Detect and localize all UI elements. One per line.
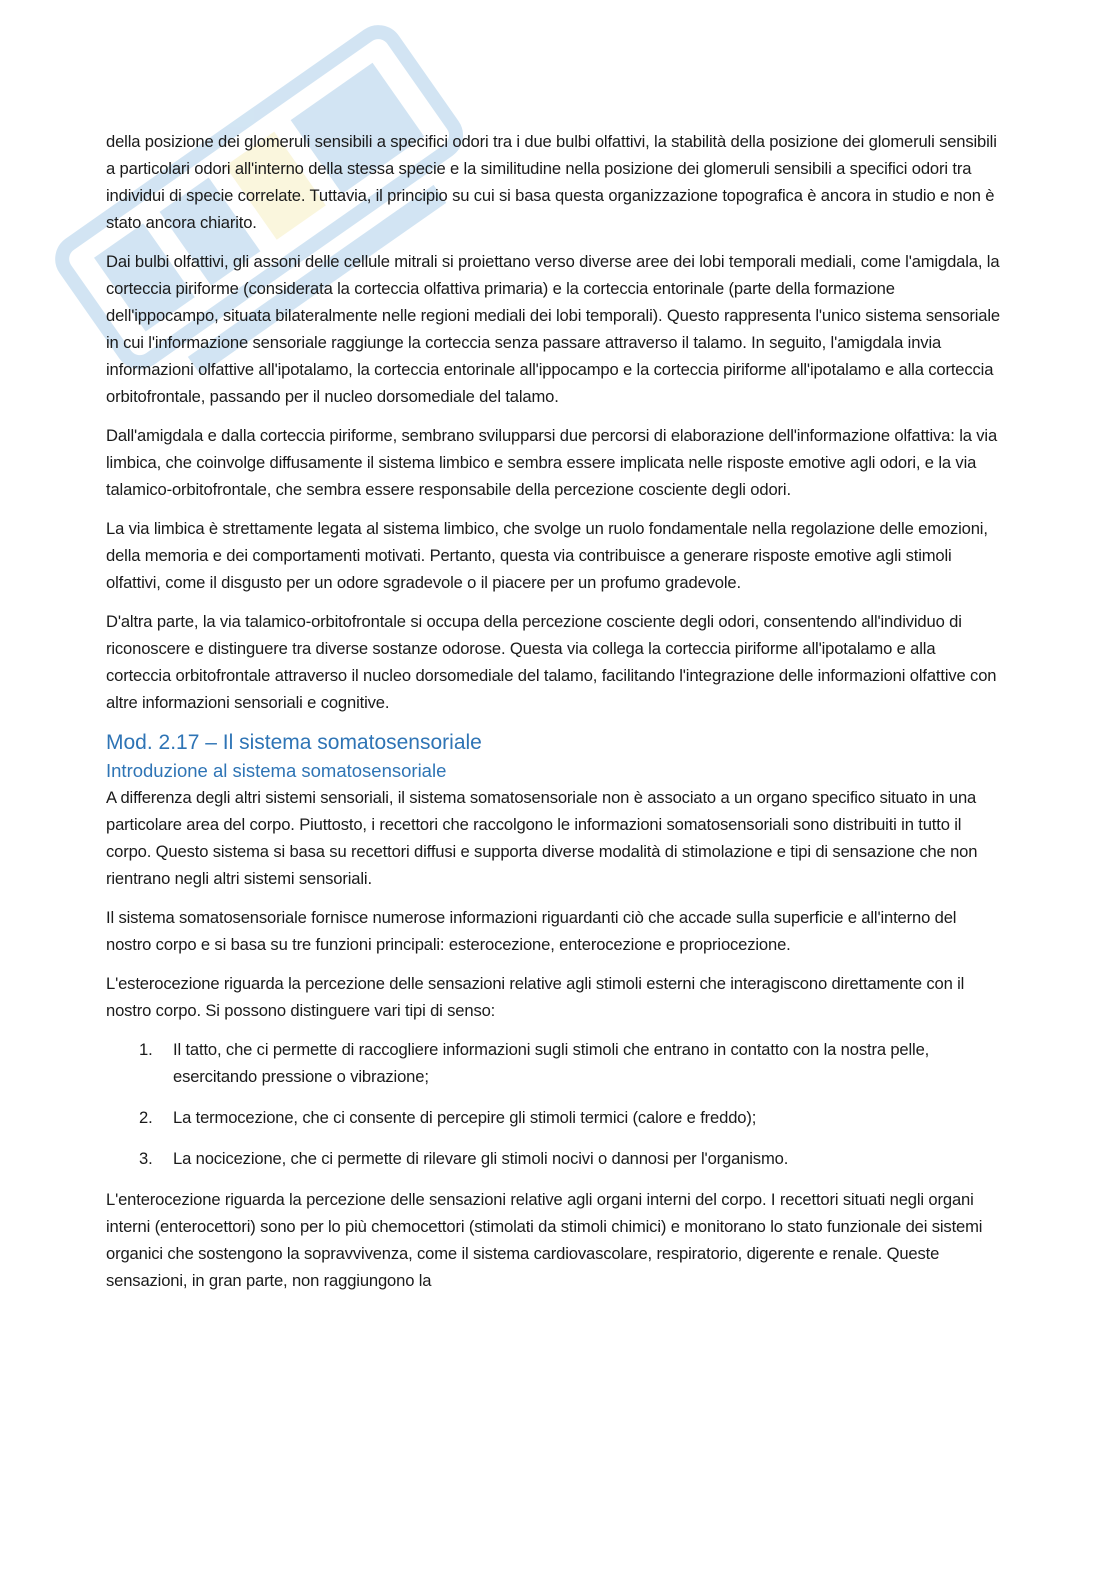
list-item-text: La nocicezione, che ci permette di rilevare gli stimoli nocivi o dannosi per l'organismo. xyxy=(173,1149,789,1168)
paragraph: L'esterocezione riguarda la percezione delle sensazioni relative agli stimoli esterni che interagiscono direttamente con il nostro corpo. Si possono distinguere vari tipi di senso: xyxy=(106,974,965,1020)
list-number: 1. xyxy=(139,1040,153,1059)
document-page xyxy=(106,128,1002,1306)
numbered-list xyxy=(106,1036,1002,1172)
section-heading: Mod. 2.17 – Il sistema somatosensoriale xyxy=(106,731,482,754)
paragraph: Dai bulbi olfattivi, gli assoni delle cellule mitrali si proiettano verso diverse aree dei lobi temporali mediali, come l'amigdala, la corteccia piriforme (considerata la corteccia olfattiva primaria) e la corteccia entorinale (parte della formazione dell'ippocampo, situata bilateralmente nelle regioni mediali dei lobi temporali). Questo rappresenta l'unico sistema sensoriale in cui l'informazione sensoriale raggiunge la corteccia senza passare attraverso il talamo. In seguito, l'amigdala invia informazioni olfattive all'ipotalamo, la corteccia entorinale all'ippocampo e la corteccia piriforme all'ipotalamo e alla corteccia orbitofrontale, passando per il nucleo dorsomediale del talamo. xyxy=(106,252,1000,406)
paragraph: L'enterocezione riguarda la percezione delle sensazioni relative agli organi interni del corpo. I recettori situati negli organi interni (enterocettori) sono per lo più chemocettori (stimolati da stimoli chimici) e monitorano lo stato funzionale dei sistemi organici che sostengono la sopravvivenza, come il sistema cardiovascolare, respiratorio, digerente e renale. Queste sensazioni, in gran parte, non raggiungono la xyxy=(106,1190,983,1290)
list-number: 2. xyxy=(139,1108,153,1127)
list-item-text: La termocezione, che ci consente di percepire gli stimoli termici (calore e freddo); xyxy=(173,1108,757,1127)
subsection-heading: Introduzione al sistema somatosensoriale xyxy=(106,760,447,781)
paragraph: della posizione dei glomeruli sensibili a specifici odori tra i due bulbi olfattivi, la stabilità della posizione dei glomeruli sensibili a particolari odori all'interno della stessa specie e la similitudine nella posizione dei glomeruli sensibili a specifici odori tra individui di specie correlate. Tuttavia, il principio su cui si basa questa organizzazione topografica è ancora in studio e non è stato ancora chiarito. xyxy=(106,132,997,232)
paragraph: Dall'amigdala e dalla corteccia piriforme, sembrano svilupparsi due percorsi di elaborazione dell'informazione olfattiva: la via limbica, che coinvolge diffusamente il sistema limbico e sembra essere implicata nelle risposte emotive agli odori, e la via talamico-orbitofrontale, che sembra essere responsabile della percezione cosciente degli odori. xyxy=(106,426,998,499)
list-item xyxy=(106,1145,1002,1172)
paragraph: A differenza degli altri sistemi sensoriali, il sistema somatosensoriale non è associato a un organo specifico situato in una particolare area del corpo. Piuttosto, i recettori che raccolgono le informazioni somatosensoriali sono distribuiti in tutto il corpo. Questo sistema si basa su recettori diffusi e supporta diverse modalità di stimolazione e tipi di sensazione che non rientrano negli altri sistemi sensoriali. xyxy=(106,788,978,888)
list-item xyxy=(106,1104,1002,1131)
paragraph: D'altra parte, la via talamico-orbitofrontale si occupa della percezione cosciente degli odori, consentendo all'individuo di riconoscere e distinguere tra diverse sostanze odorose. Questa via collega la corteccia piriforme all'ipotalamo e alla corteccia orbitofrontale attraverso il nucleo dorsomediale del talamo, facilitando l'integrazione delle informazioni olfattive con altre informazioni sensoriali e cognitive. xyxy=(106,612,997,712)
list-item-text: Il tatto, che ci permette di raccogliere informazioni sugli stimoli che entrano in contatto con la nostra pelle, esercitando pressione o vibrazione; xyxy=(173,1040,930,1086)
paragraph: La via limbica è strettamente legata al sistema limbico, che svolge un ruolo fondamentale nella regolazione delle emozioni, della memoria e dei comportamenti motivati. Pertanto, questa via contribuisce a generare risposte emotive agli stimoli olfattivi, come il disgusto per un odore sgradevole o il piacere per un profumo gradevole. xyxy=(106,519,988,592)
list-item xyxy=(106,1036,1002,1090)
list-number: 3. xyxy=(139,1149,153,1168)
paragraph: Il sistema somatosensoriale fornisce numerose informazioni riguardanti ciò che accade sulla superficie e all'interno del nostro corpo e si basa su tre funzioni principali: esterocezione, enterocezione e propriocezione. xyxy=(106,908,957,954)
